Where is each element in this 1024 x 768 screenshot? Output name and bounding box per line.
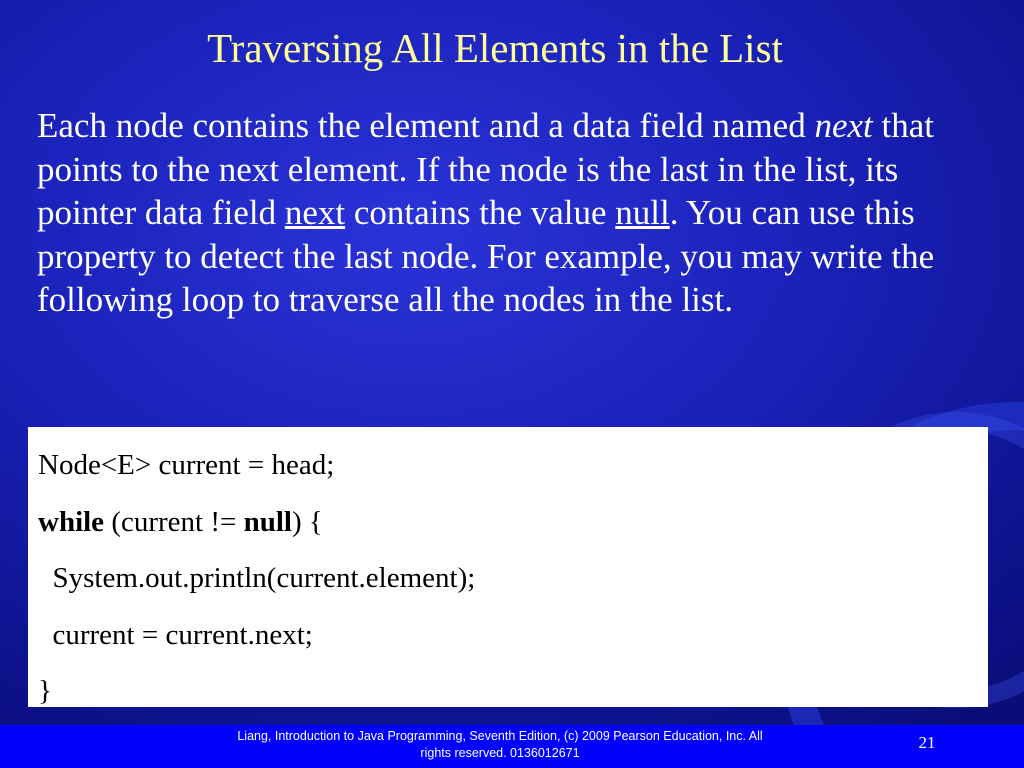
footer-line-2: rights reserved. 0136012671 (420, 746, 580, 760)
code-line-2 (38, 494, 988, 551)
code-line-5: } (38, 675, 52, 707)
body-text-next-underlined: next (284, 193, 346, 232)
body-text-null-underlined: null (615, 193, 670, 232)
body-text-segment: that points to the next element. If the node is the last in the list, its pointer data field (37, 106, 934, 232)
code-line-4: current = current.next; (38, 618, 313, 651)
slide-body-text (37, 104, 1002, 322)
footer-copyright (195, 728, 805, 762)
code-line-1: Node<E> current = head; (38, 449, 335, 481)
slide-title: Traversing All Elements in the List (207, 25, 783, 71)
code-keyword-null: null (243, 505, 292, 538)
code-segment: (current != (104, 505, 244, 538)
body-text-segment: Each node contains the element and a data field named (37, 106, 815, 145)
body-text-segment: . You can use this property to detect the last node. For example, you may write the following loop to traverse all the nodes in the list. (37, 193, 935, 319)
code-segment: ) { (291, 505, 323, 538)
footer-line-1: Liang, Introduction to Java Programming, Seventh Edition, (c) 2009 Pearson Education, Inc. All (237, 729, 763, 743)
body-text-segment: contains the value (345, 193, 616, 232)
page-number: 21 (918, 733, 936, 752)
code-line-3: System.out.println(current.element); (38, 562, 476, 594)
code-box (28, 427, 988, 707)
code-keyword-while: while (38, 505, 105, 538)
body-text-next-italic: next (814, 106, 873, 145)
